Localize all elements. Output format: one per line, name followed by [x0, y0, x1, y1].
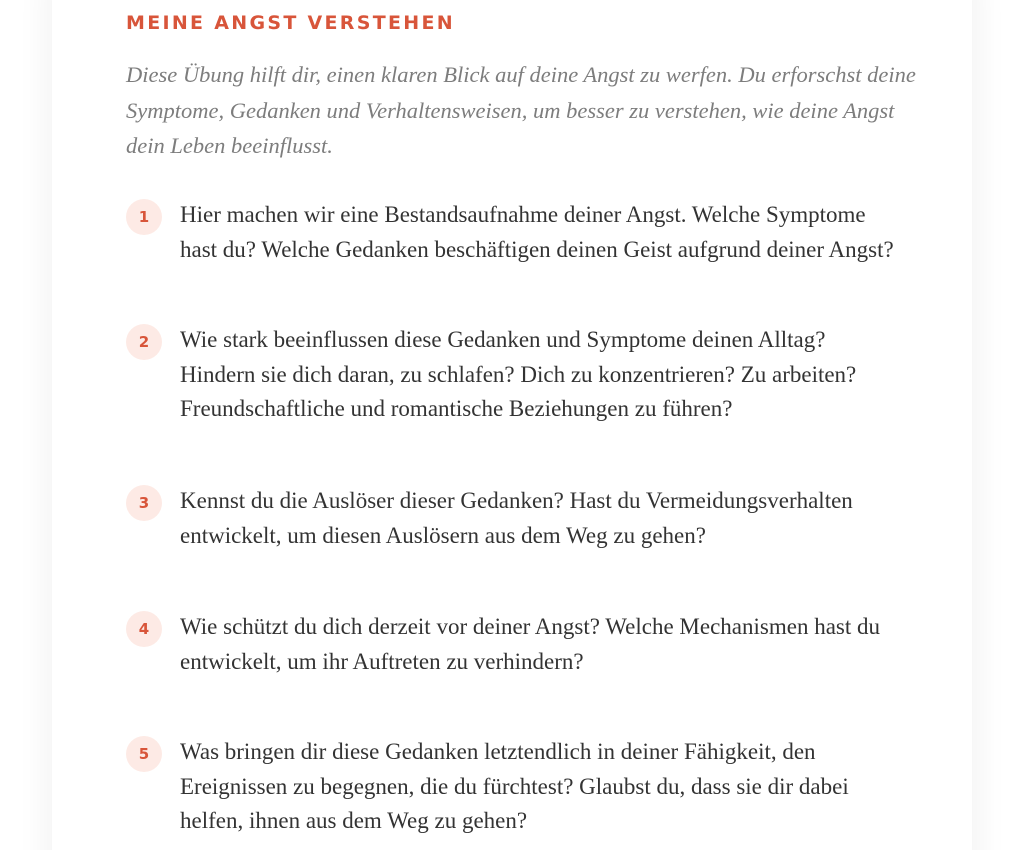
step-text: Hier machen wir eine Bestandsaufnahme deiner Angst. Welche Symptome hast du? Welche Gedanken beschäftigen deinen Geist aufgrund deiner Angst? [180, 202, 894, 262]
step-number-badge: 5 [126, 736, 162, 772]
step-number-badge: 1 [126, 199, 162, 235]
step-number-badge: 3 [126, 485, 162, 521]
step-text: Wie stark beeinflussen diese Gedanken und Symptome deinen Alltag? Hindern sie dich daran, zu schlafen? Dich zu konzentrieren? Zu arbeiten? Freundschaftliche und romantische Beziehungen zu führen? [180, 327, 857, 421]
step-number-badge: 2 [126, 324, 162, 360]
step-text: Was bringen dir diese Gedanken letztendlich in deiner Fähigkeit, den Ereignissen zu begegnen, die du fürchtest? Glaubst du, dass sie dir dabei helfen, ihnen aus dem Weg zu gehen? [180, 739, 849, 833]
step-text: Kennst du die Auslöser dieser Gedanken? Hast du Vermeidungsverhalten entwickelt, um diesen Auslösern aus dem Weg zu gehen? [180, 488, 853, 548]
step-text: Wie schützt du dich derzeit vor deiner Angst? Welche Mechanismen hast du entwickelt, um ihr Auftreten zu verhindern? [180, 614, 880, 674]
section-heading: MEINE ANGST VERSTEHEN [126, 12, 455, 34]
section-intro: Diese Übung hilft dir, einen klaren Blick auf deine Angst zu werfen. Du erforschst deine Symptome, Gedanken und Verhaltensweisen, um besser zu verstehen, wie deine Angst dein Leben beeinflusst. [126, 62, 916, 158]
step-number-badge: 4 [126, 611, 162, 647]
